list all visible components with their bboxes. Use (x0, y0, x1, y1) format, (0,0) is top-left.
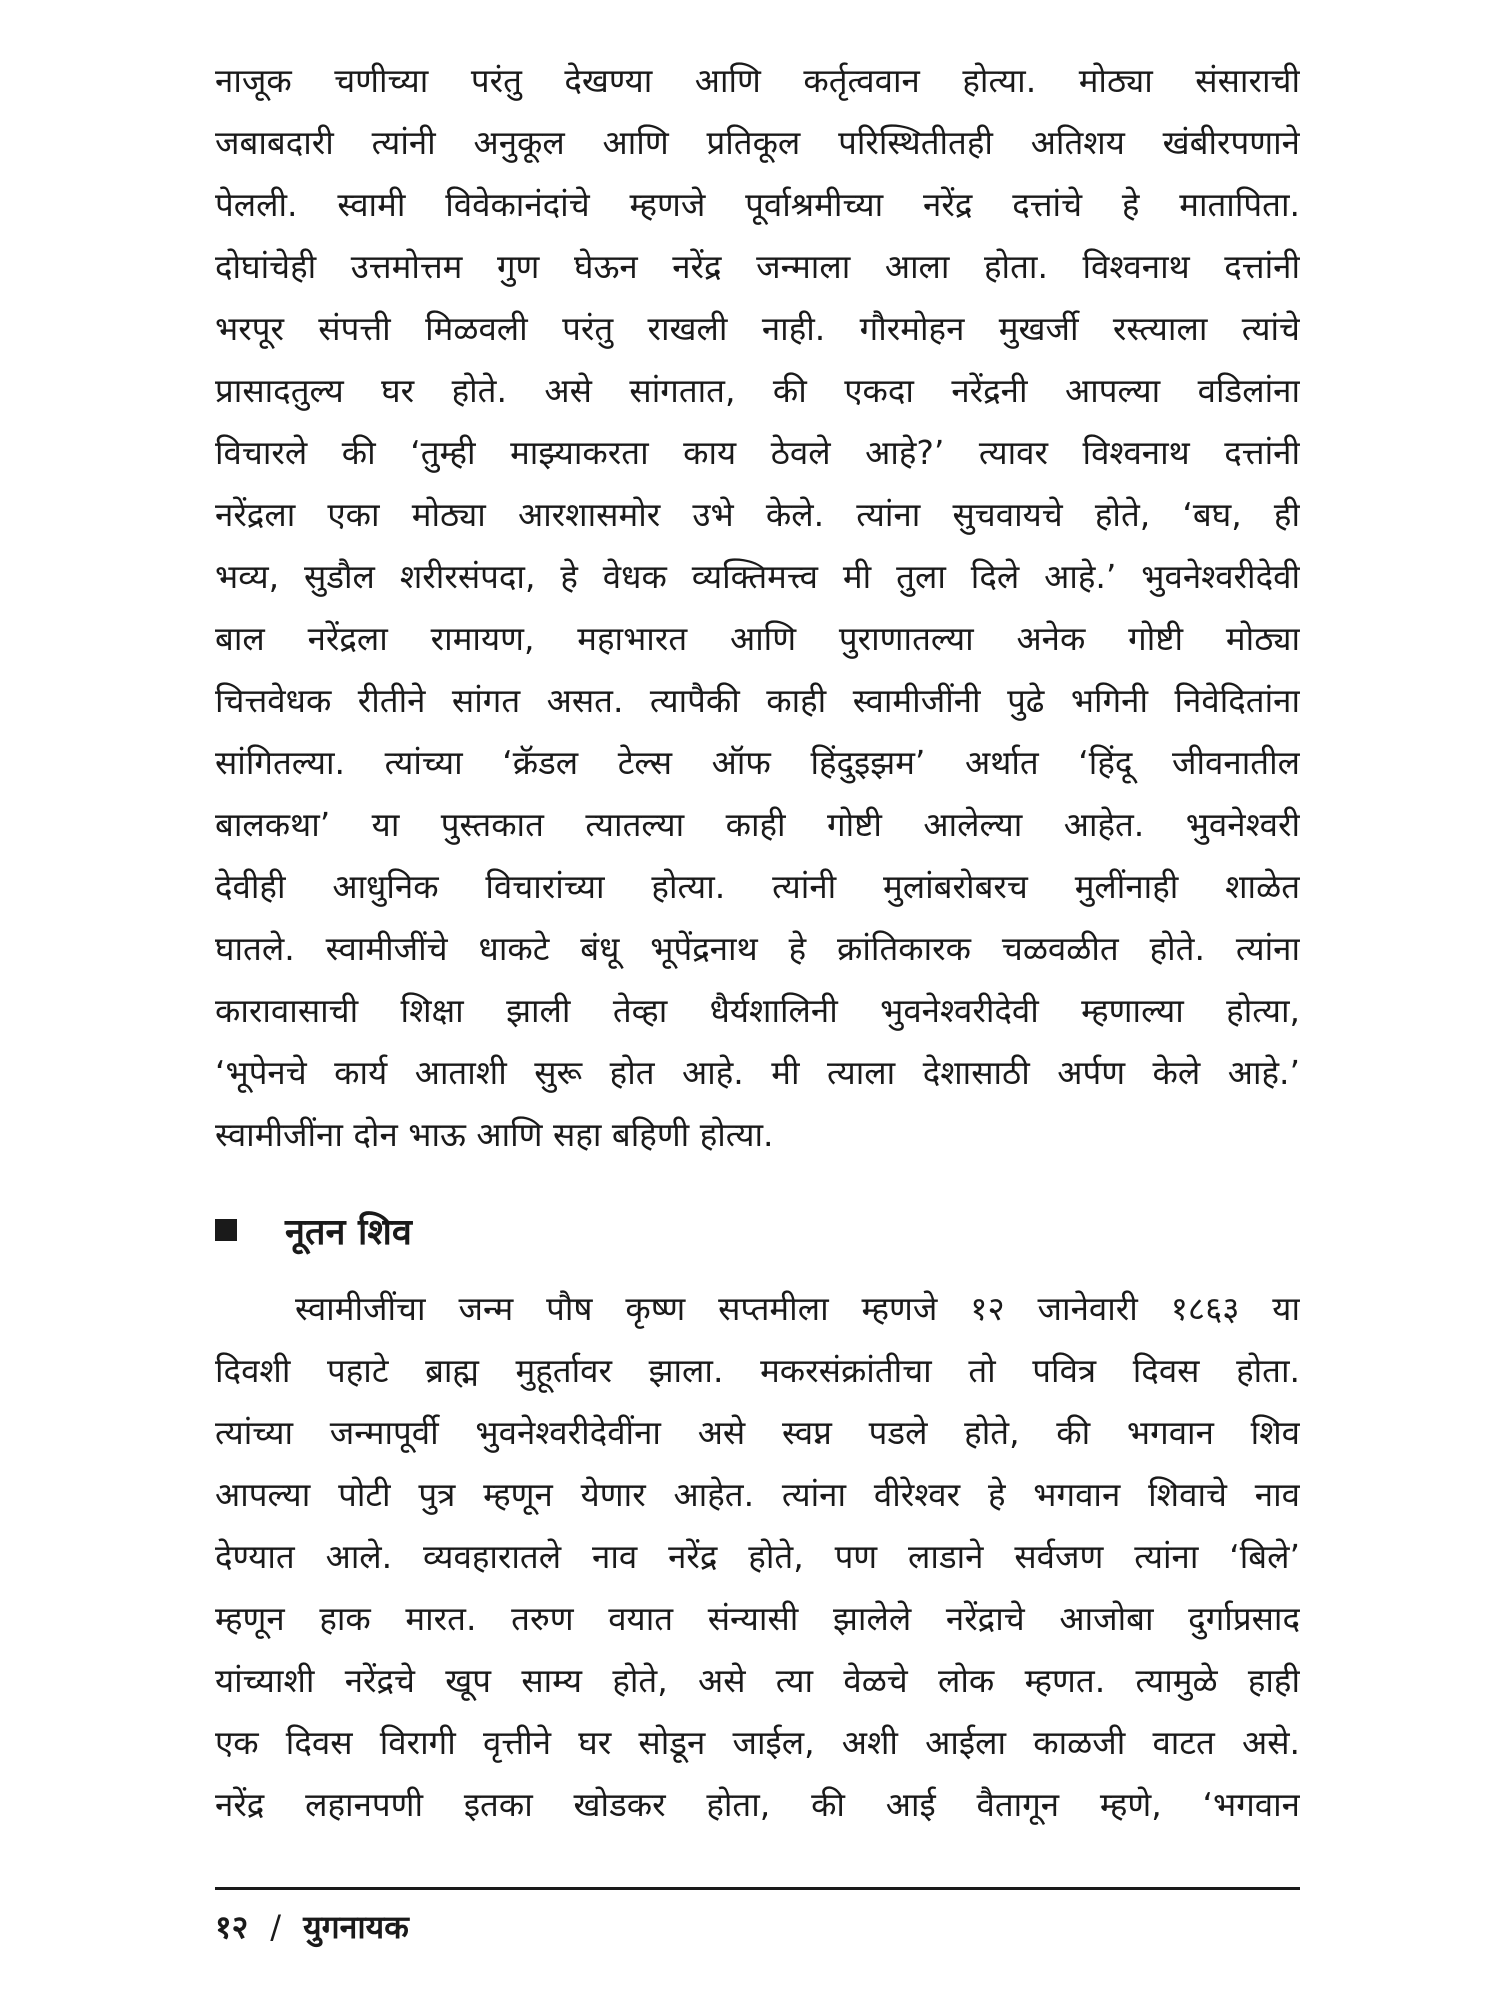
page-footer (215, 1905, 409, 1948)
text-line: आपल्या पोटी पुत्र म्हणून येणार आहेत. त्यांना वीरेश्वर हे भगवान शिवाचे नाव (215, 1475, 1300, 1514)
footer-divider (215, 1887, 1300, 1890)
paragraph-parents (215, 50, 1300, 1166)
text-line: नरेंद्र लहानपणी इतका खोडकर होता, की आई वैतागून म्हणे, ‘भगवान (215, 1785, 1300, 1824)
text-line: एक दिवस विरागी वृत्तीने घर सोडून जाईल, अशी आईला काळजी वाटत असे. (215, 1723, 1300, 1762)
text-line: बालकथा’ या पुस्तकात त्यातल्या काही गोष्टी आलेल्या आहेत. भुवनेश्वरी (215, 805, 1300, 844)
text-line: कारावासाची शिक्षा झाली तेव्हा धैर्यशालिनी भुवनेश्वरीदेवी म्हणाल्या होत्या, (215, 991, 1300, 1030)
square-bullet-icon (215, 1219, 237, 1241)
footer-separator: / (270, 1908, 282, 1946)
text-line: स्वामीजींचा जन्म पौष कृष्ण सप्तमीला म्हणजे १२ जानेवारी १८६३ या (295, 1289, 1300, 1328)
text-line: भरपूर संपत्ती मिळवली परंतु राखली नाही. गौरमोहन मुखर्जी रस्त्याला त्यांचे (215, 309, 1300, 348)
paragraph-birth (215, 1278, 1300, 1836)
text-line: यांच्याशी नरेंद्रचे खूप साम्य होते, असे त्या वेळचे लोक म्हणत. त्यामुळे हाही (215, 1661, 1300, 1700)
page-number: १२ (215, 1908, 249, 1946)
text-line: विचारले की ‘तुम्ही माझ्याकरता काय ठेवले आहे?’ त्यावर विश्वनाथ दत्तांनी (215, 433, 1300, 472)
text-line: नाजूक चणीच्या परंतु देखण्या आणि कर्तृत्ववान होत्या. मोठ्या संसाराची (215, 61, 1300, 100)
text-line: नरेंद्रला एका मोठ्या आरशासमोर उभे केले. त्यांना सुचवायचे होते, ‘बघ, ही (215, 495, 1300, 534)
text-line: पेलली. स्वामी विवेकानंदांचे म्हणजे पूर्वाश्रमीच्या नरेंद्र दत्तांचे हे मातापिता. (215, 185, 1300, 224)
section-heading (215, 1200, 412, 1260)
book-title: युगनायक (303, 1908, 409, 1946)
text-line: स्वामीजींना दोन भाऊ आणि सहा बहिणी होत्या. (215, 1115, 774, 1154)
text-line: त्यांच्या जन्मापूर्वी भुवनेश्वरीदेवींना असे स्वप्न पडले होते, की भगवान शिव (215, 1413, 1300, 1452)
text-line: देण्यात आले. व्यवहारातले नाव नरेंद्र होते, पण लाडाने सर्वजण त्यांना ‘बिले’ (215, 1537, 1300, 1576)
text-line: म्हणून हाक मारत. तरुण वयात संन्यासी झालेले नरेंद्राचे आजोबा दुर्गाप्रसाद (215, 1599, 1300, 1638)
text-line: दोघांचेही उत्तमोत्तम गुण घेऊन नरेंद्र जन्माला आला होता. विश्वनाथ दत्तांनी (215, 247, 1300, 286)
text-line: सांगितल्या. त्यांच्या ‘क्रॅडल टेल्स ऑफ हिंदुइझम’ अर्थात ‘हिंदू जीवनातील (215, 743, 1300, 782)
text-line: भव्य, सुडौल शरीरसंपदा, हे वेधक व्यक्तिमत्त्व मी तुला दिले आहे.’ भुवनेश्वरीदेवी (215, 557, 1300, 596)
text-line: जबाबदारी त्यांनी अनुकूल आणि प्रतिकूल परिस्थितीतही अतिशय खंबीरपणाने (215, 123, 1300, 162)
text-line: बाल नरेंद्रला रामायण, महाभारत आणि पुराणातल्या अनेक गोष्टी मोठ्या (215, 619, 1300, 658)
text-line: ‘भूपेनचे कार्य आताशी सुरू होत आहे. मी त्याला देशासाठी अर्पण केले आहे.’ (215, 1053, 1300, 1092)
text-line: घातले. स्वामीजींचे धाकटे बंधू भूपेंद्रनाथ हे क्रांतिकारक चळवळीत होते. त्यांना (215, 929, 1300, 968)
text-line: देवीही आधुनिक विचारांच्या होत्या. त्यांनी मुलांबरोबरच मुलींनाही शाळेत (215, 867, 1300, 906)
section-heading-text: नूतन शिव (285, 1211, 412, 1253)
text-line: दिवशी पहाटे ब्राह्म मुहूर्तावर झाला. मकरसंक्रांतीचा तो पवित्र दिवस होता. (215, 1351, 1300, 1390)
text-line: चित्तवेधक रीतीने सांगत असत. त्यापैकी काही स्वामीजींनी पुढे भगिनी निवेदितांना (215, 681, 1300, 720)
text-line: प्रासादतुल्य घर होते. असे सांगतात, की एकदा नरेंद्रनी आपल्या वडिलांना (215, 371, 1300, 410)
